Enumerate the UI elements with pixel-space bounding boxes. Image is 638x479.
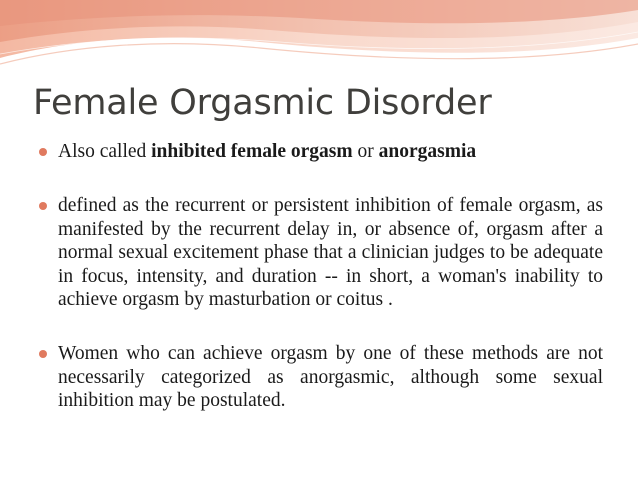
bullet-text: Also called [58, 141, 152, 162]
bullet-list [37, 140, 603, 444]
bullet-item [37, 342, 603, 412]
bullet-dot-icon [39, 350, 47, 358]
term-anorgasmia: anorgasmia [378, 141, 477, 162]
bullet-text: Women who can achieve orgasm by one of these methods are not necessarily categorized as anorgasmic, although some sexual inhibition may be postulated. [58, 343, 603, 412]
bullet-dot-icon [39, 202, 47, 210]
bullet-item [37, 194, 603, 311]
term-inhibited-female-orgasm: inhibited female orgasm [151, 141, 353, 162]
bullet-item [37, 140, 603, 163]
bullet-connector: or [352, 141, 379, 162]
bullet-dot-icon [39, 148, 47, 156]
decorative-banner [0, 0, 638, 75]
slide-title: Female Orgasmic Disorder [33, 83, 492, 123]
bullet-text: defined as the recurrent or persistent inhibition of female orgasm, as manifested by the recurrent delay in, or absence of, orgasm after a normal sexual excitement phase that a clinician judges to be adequate in focus, intensity, and duration -- in short, a woman's inability to achieve orgasm by masturbation or coitus . [58, 195, 603, 311]
